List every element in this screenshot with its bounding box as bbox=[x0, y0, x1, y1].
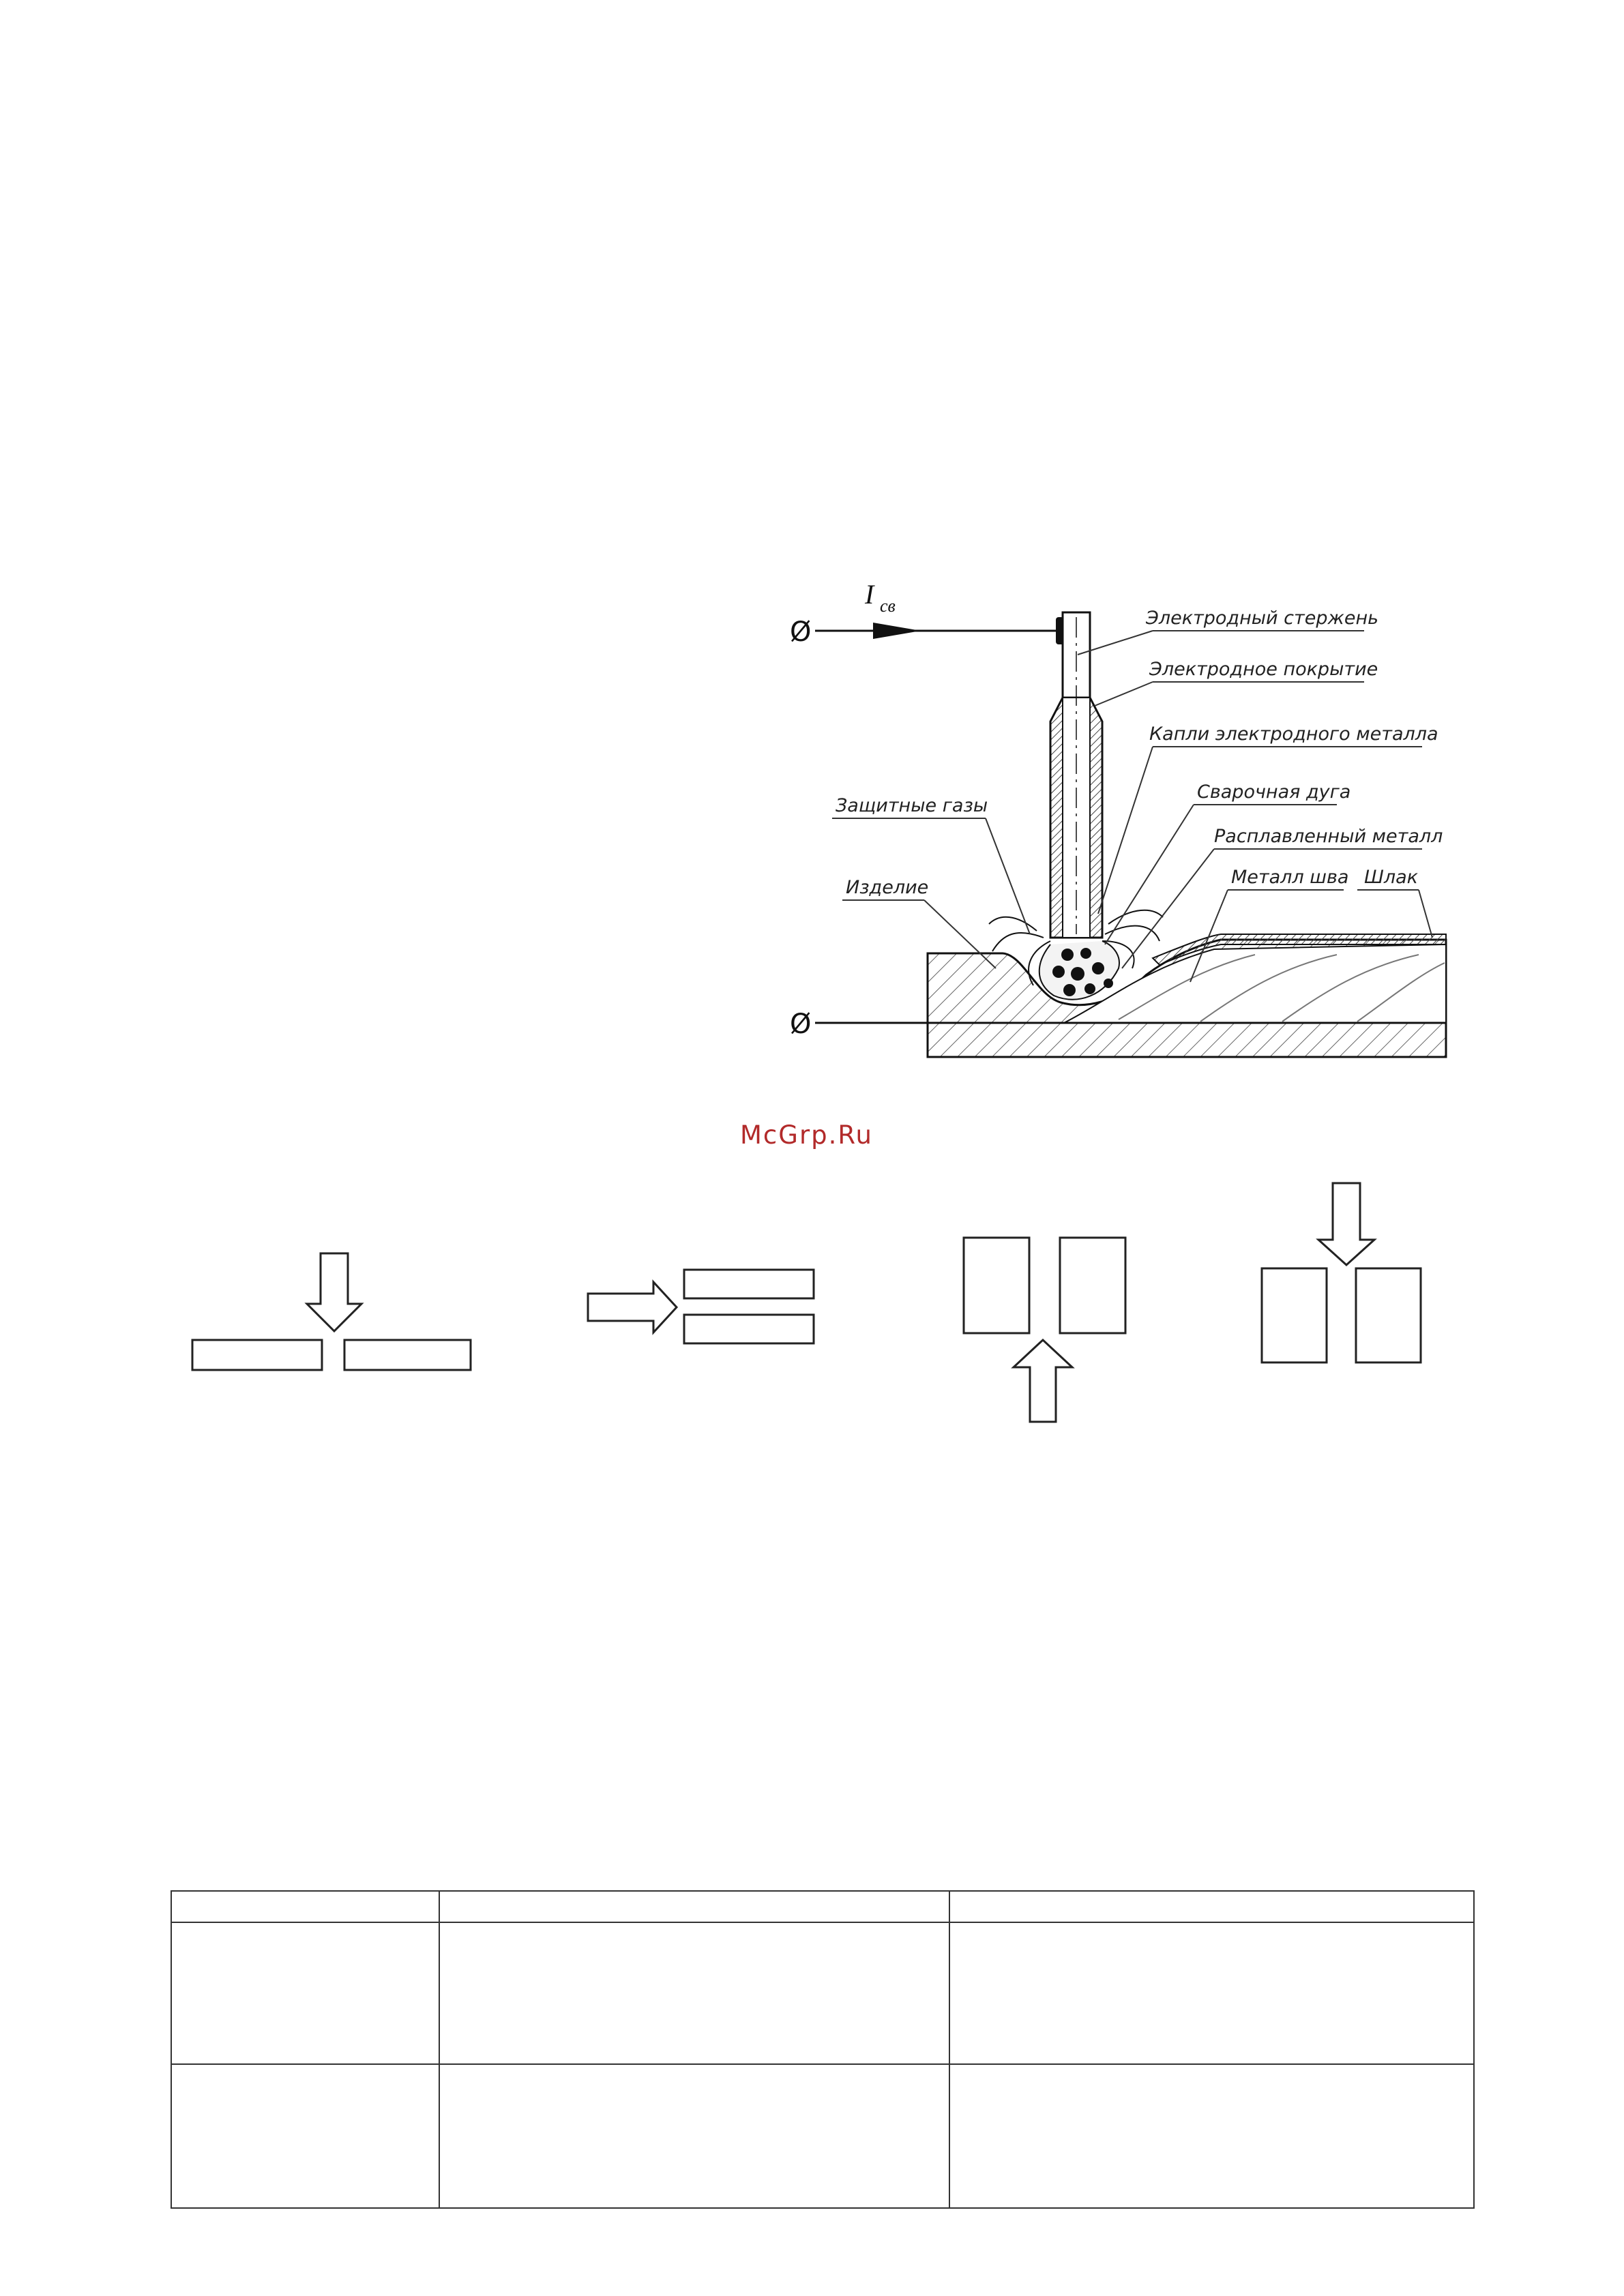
table-cell bbox=[949, 1922, 1474, 2064]
table-cell bbox=[171, 2064, 439, 2208]
label-shielding-gases: Защитные газы bbox=[836, 795, 988, 816]
arrow-up-icon bbox=[1014, 1340, 1072, 1422]
plate-top bbox=[684, 1270, 814, 1298]
current-label: I bbox=[865, 579, 874, 610]
current-subscript: св bbox=[880, 596, 896, 616]
label-electrode-rod: Электродный стержень bbox=[1146, 608, 1379, 629]
table-cell bbox=[171, 1922, 439, 2064]
empty-table bbox=[171, 1890, 1475, 2209]
block-right bbox=[1060, 1238, 1125, 1333]
plate-bottom bbox=[684, 1315, 814, 1343]
terminal-symbol-bottom: Ø bbox=[790, 1009, 812, 1040]
table-cell bbox=[439, 2064, 949, 2208]
plate-left bbox=[192, 1340, 322, 1370]
terminal-symbol-top: Ø bbox=[790, 616, 812, 648]
label-metal-drops: Капли электродного металла bbox=[1149, 724, 1438, 745]
arrow-down-icon bbox=[307, 1253, 361, 1331]
label-molten-metal: Расплавленный металл bbox=[1214, 826, 1443, 847]
label-electrode-coating: Электродное покрытие bbox=[1149, 659, 1378, 680]
arrow-right-icon bbox=[588, 1282, 677, 1332]
current-arrow-icon bbox=[873, 623, 921, 639]
joint-diagram-1 bbox=[192, 1253, 471, 1370]
joint-diagram-4 bbox=[1262, 1183, 1421, 1362]
current-supply-line bbox=[790, 579, 1064, 648]
table-row bbox=[171, 2064, 1474, 2208]
label-weld-metal: Металл шва bbox=[1231, 867, 1349, 888]
plate-right bbox=[344, 1340, 471, 1370]
table-cell bbox=[439, 1922, 949, 2064]
block-left bbox=[964, 1238, 1029, 1333]
table-row bbox=[171, 1922, 1474, 2064]
table-cell bbox=[949, 1891, 1474, 1922]
table-cell bbox=[949, 2064, 1474, 2208]
weld-metal-region bbox=[1064, 944, 1446, 1023]
label-workpiece: Изделие bbox=[846, 877, 929, 898]
watermark: McGrp.Ru bbox=[740, 1120, 873, 1150]
joint-diagram-2 bbox=[588, 1270, 814, 1343]
arrow-down-icon bbox=[1318, 1183, 1374, 1265]
label-welding-arc: Сварочная дуга bbox=[1197, 781, 1351, 803]
label-slag: Шлак bbox=[1364, 867, 1418, 888]
block-left bbox=[1262, 1268, 1327, 1362]
table-cell bbox=[171, 1891, 439, 1922]
table-cell bbox=[439, 1891, 949, 1922]
table-row bbox=[171, 1891, 1474, 1922]
joint-diagram-3 bbox=[964, 1238, 1125, 1422]
block-right bbox=[1356, 1268, 1421, 1362]
electrode bbox=[1050, 612, 1102, 938]
welding-schematic bbox=[790, 579, 1446, 1057]
